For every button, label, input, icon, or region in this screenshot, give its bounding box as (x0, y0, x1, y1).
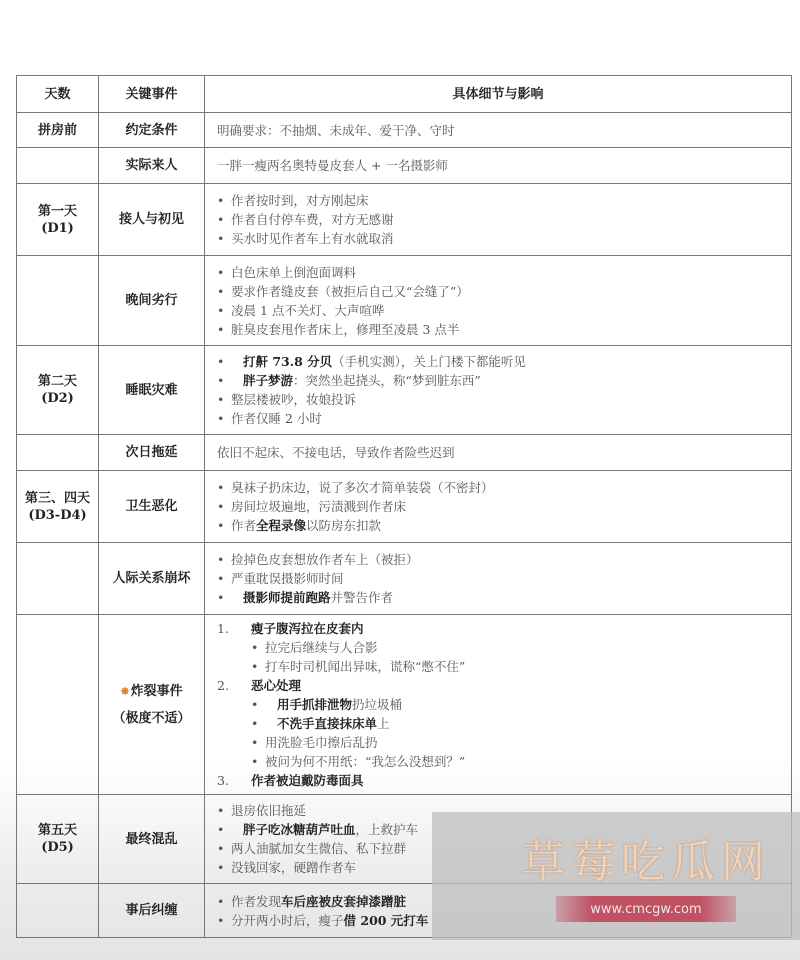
event-cell: 接人与初见 (99, 184, 205, 255)
day-cell (17, 148, 99, 183)
list-item: • 买水时见作者车上有水就取消 (217, 231, 394, 246)
list-item: • 两人油腻加女生微信、私下拉群 (217, 841, 407, 856)
event-cell: 人际关系崩坏 (99, 543, 205, 614)
table-row (17, 255, 791, 345)
day-cell (17, 884, 99, 937)
explosion-icon: ✸ (120, 684, 130, 698)
event-cell: 实际来人 (99, 148, 205, 183)
detail-cell (205, 184, 791, 255)
header-detail: 具体细节与影响 (452, 86, 544, 102)
list-item: • 胖子梦游：突然坐起挠头，称“梦到脏东西” (217, 373, 481, 388)
table-row (17, 345, 791, 434)
detail-cell: 依旧不起床、不接电话，导致作者险些迟到 (217, 445, 455, 460)
event-cell: 卫生恶化 (99, 471, 205, 542)
watermark-overlay (432, 812, 800, 940)
list-item: • 白色床单上倒泡面调料 (217, 264, 357, 280)
numbered-item: 3. 作者被迫戴防毒面具 (217, 773, 364, 788)
list-item: • 退房依旧拖延 (217, 803, 307, 818)
list-item: • 作者全程录像以防房东扣款 (217, 518, 382, 533)
event-cell: 最终混乱 (99, 795, 205, 883)
watermark-title: 草莓吃瓜网 (521, 837, 771, 888)
detail-cell (205, 471, 791, 542)
list-item: • 分开两小时后，瘦子借 200 元打车 (217, 912, 429, 928)
list-item: • 要求作者缝皮套（被拒后自己又“会缝了”） (217, 283, 469, 299)
list-item: • 拉完后继续与人合影 (251, 640, 378, 655)
list-item: • 用洗脸毛巾擦后乱扔 (251, 735, 378, 750)
day-cell (17, 256, 99, 345)
list-item: • 整层楼被吵，妆娘投诉 (217, 392, 357, 407)
numbered-item: 2. 恶心处理 (217, 678, 302, 693)
list-item: • 作者仅睡 2 小时 (217, 411, 322, 426)
event-cell: 事后纠缠 (99, 884, 205, 937)
table-row (17, 470, 791, 542)
watermark-url: www.cmcgw.com (556, 896, 736, 922)
table-row (17, 542, 791, 614)
day-cell: 第五天 (D5) (17, 795, 99, 883)
table-row (17, 112, 791, 147)
list-item: • 作者按时到，对方刚起床 (217, 193, 369, 208)
table-row (17, 183, 791, 255)
event-subtitle: （极度不适） (112, 710, 191, 726)
list-item: • 打车时司机闻出异味，谎称“憋不住” (251, 659, 466, 674)
event-table (16, 75, 792, 938)
table-row (17, 434, 791, 470)
list-item: • 打鼾 73.8 分贝（手机实测），关上门楼下都能听见 (217, 354, 526, 369)
detail-cell: 明确要求：不抽烟、未成年、爱干净、守时 (217, 122, 455, 138)
list-item: • 不洗手直接抹床单上 (251, 716, 390, 731)
numbered-item: 1. 瘦子腹泻拉在皮套内 (217, 621, 364, 636)
event-title: ✸炸裂事件 (120, 683, 183, 699)
event-cell: 晚间劣行 (99, 256, 205, 345)
event-cell: 睡眠灾难 (99, 346, 205, 434)
list-item: • 严重耽误摄影师时间 (217, 571, 344, 586)
list-item: • 摄影师提前跑路并警告作者 (217, 590, 394, 605)
day-cell (17, 543, 99, 614)
list-item: • 捡掉色皮套想放作者车上（被拒） (217, 552, 419, 567)
day-cell (17, 615, 99, 794)
table-row (17, 147, 791, 183)
list-item: • 用手抓排泄物扔垃圾桶 (251, 697, 403, 712)
list-item: • 被问为何不用纸：“我怎么没想到？” (251, 754, 466, 769)
detail-cell (205, 346, 791, 434)
list-item: • 作者自付停车费，对方无感谢 (217, 212, 394, 227)
list-item: • 胖子吃冰糖葫芦吐血，上救护车 (217, 822, 419, 837)
table-row (17, 614, 791, 794)
day-cell: 第二天 (D2) (17, 346, 99, 434)
detail-cell (205, 615, 791, 794)
list-item: • 脏臭皮套甩作者床上，修理至凌晨 3 点半 (217, 321, 460, 337)
event-cell: 次日拖延 (99, 435, 205, 470)
header-event: 关键事件 (99, 76, 205, 112)
list-item: • 没钱回家，硬蹭作者车 (217, 860, 357, 875)
list-item: • 作者发现车后座被皮套掉漆蹭脏 (217, 893, 407, 909)
event-cell (99, 615, 205, 794)
day-cell: 拼房前 (17, 113, 99, 147)
detail-cell (205, 543, 791, 614)
detail-cell: 一胖一瘦两名奥特曼皮套人 + 一名摄影师 (217, 158, 448, 173)
event-cell: 约定条件 (99, 113, 205, 147)
table-header (17, 76, 791, 112)
list-item: • 臭袜子扔床边，说了多次才简单装袋（不密封） (217, 480, 494, 495)
day-cell: 第三、四天 (D3-D4) (17, 471, 99, 542)
detail-cell (205, 256, 791, 345)
day-cell: 第一天 (D1) (17, 184, 99, 255)
list-item: • 房间垃圾遍地，污渍溅到作者床 (217, 499, 407, 514)
day-cell (17, 435, 99, 470)
list-item: • 凌晨 1 点不关灯、大声喧哗 (217, 302, 385, 318)
header-day: 天数 (17, 76, 99, 112)
